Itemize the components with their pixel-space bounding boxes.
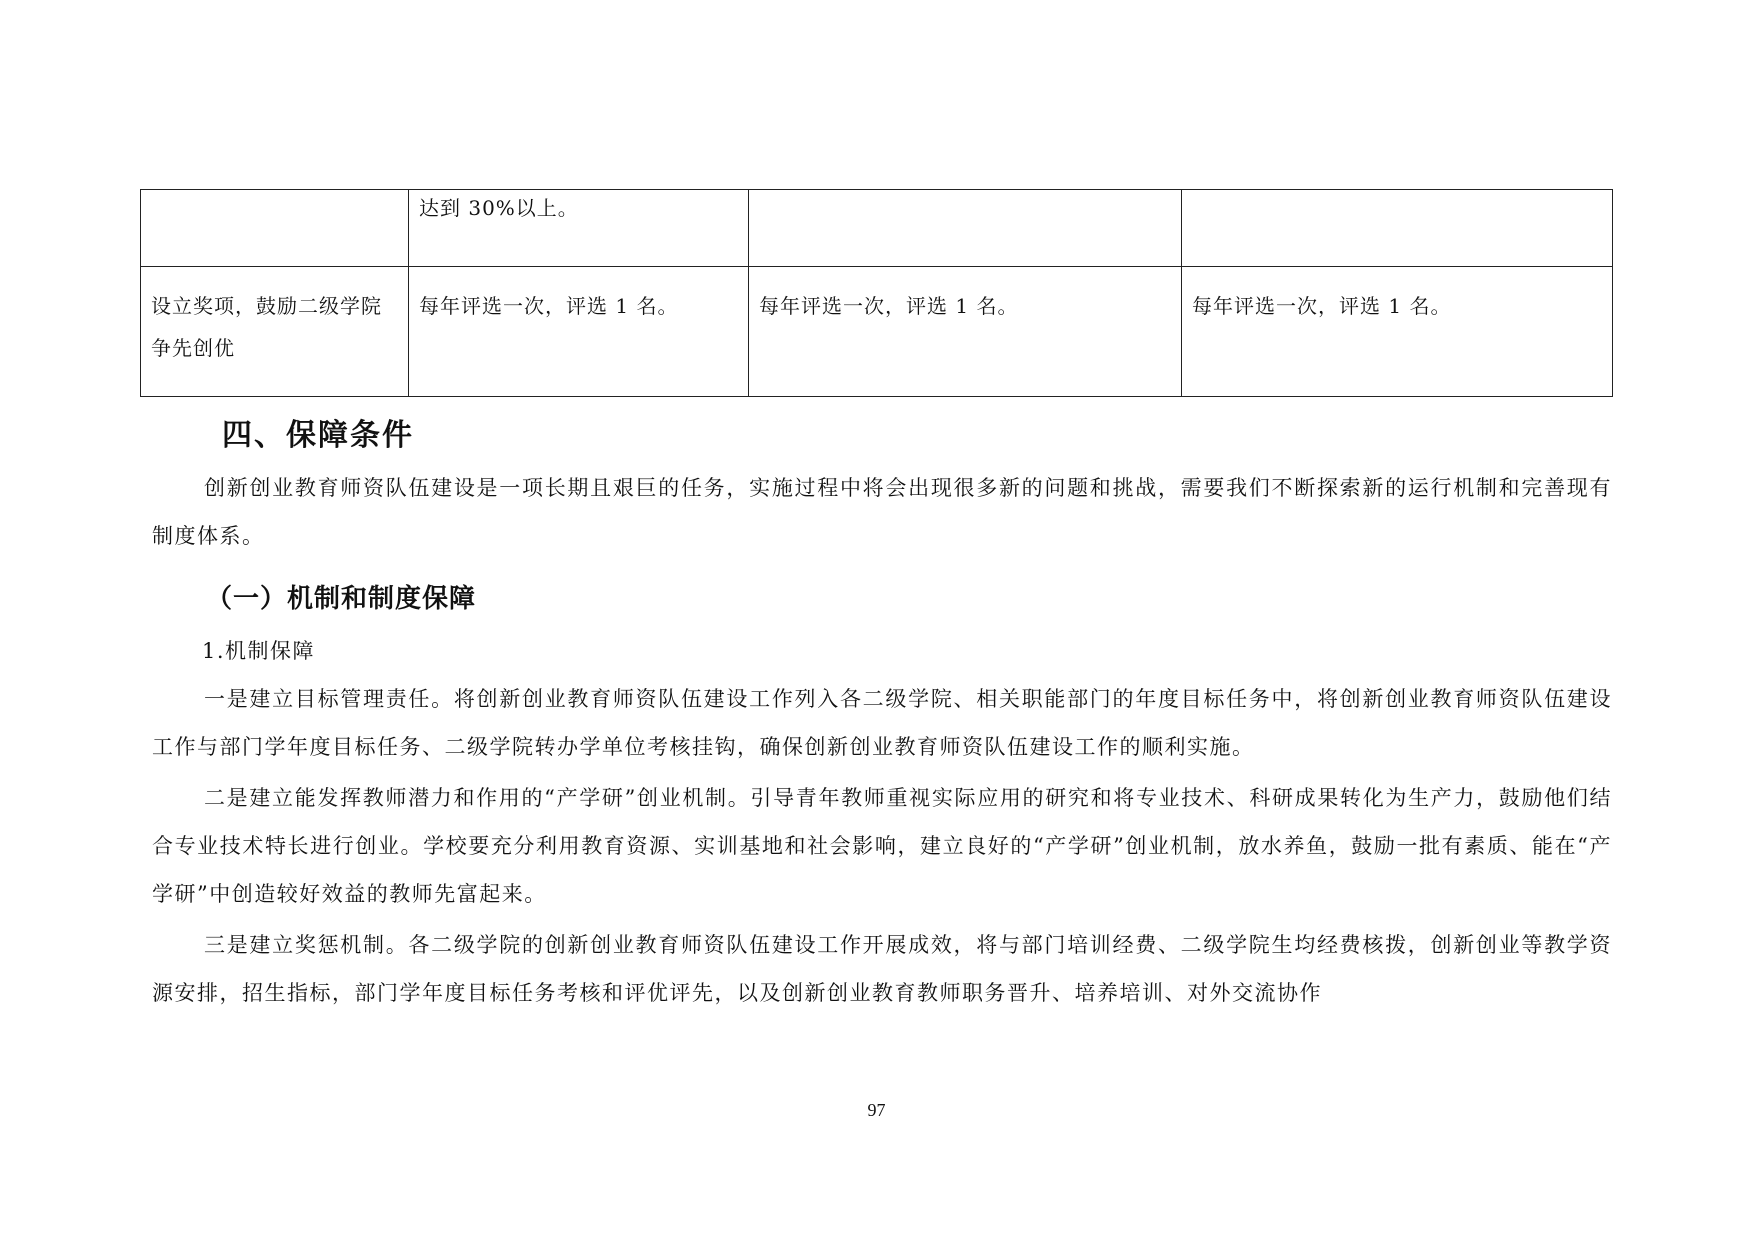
table-row [141, 267, 1613, 397]
table-cell: 设立奖项，鼓励二级学院争先创优 [141, 267, 409, 397]
table-cell [1182, 190, 1613, 267]
body-paragraph-1: 一是建立目标管理责任。将创新创业教育师资队伍建设工作列入各二级学院、相关职能部门的年度目标任务中，将创新创业教育师资队伍建设工作与部门学年度目标任务、二级学院转办学单位考核挂钩，确保创新创业教育师资队伍建设工作的顺利实施。 [152, 687, 1612, 759]
subsection-heading: （一）机制和制度保障 [206, 584, 477, 614]
intro-paragraph: 创新创业教育师资队伍建设是一项长期且艰巨的任务，实施过程中将会出现很多新的问题和挑战，需要我们不断探索新的运行机制和完善现有制度体系。 [152, 476, 1612, 548]
table-cell: 每年评选一次，评选 1 名。 [409, 267, 749, 397]
page-number: 97 [867, 1100, 886, 1120]
body-paragraph-2: 二是建立能发挥教师潜力和作用的“产学研”创业机制。引导青年教师重视实际应用的研究和将专业技术、科研成果转化为生产力，鼓励他们结合专业技术特长进行创业。学校要充分利用教育资源、实训基地和社会影响，建立良好的“产学研”创业机制，放水养鱼，鼓励一批有素质、能在“产学研”中创造较好效益的教师先富起来。 [152, 786, 1612, 906]
section-heading: 四、保障条件 [222, 418, 414, 453]
table-row [141, 190, 1613, 267]
table-cell [749, 190, 1182, 267]
table-cell: 每年评选一次，评选 1 名。 [749, 267, 1182, 397]
body-paragraph-3: 三是建立奖惩机制。各二级学院的创新创业教育师资队伍建设工作开展成效，将与部门培训经费、二级学院生均经费核拨，创新创业等教学资源安排，招生指标，部门学年度目标任务考核和评优评先，以及创新创业教育教师职务晋升、培养培训、对外交流协作 [152, 933, 1612, 1005]
continuation-table [140, 189, 1613, 397]
item-label: 1.机制保障 [202, 639, 316, 663]
table-cell: 达到 30%以上。 [409, 190, 749, 267]
table-cell [141, 190, 409, 267]
table-cell: 每年评选一次，评选 1 名。 [1182, 267, 1613, 397]
